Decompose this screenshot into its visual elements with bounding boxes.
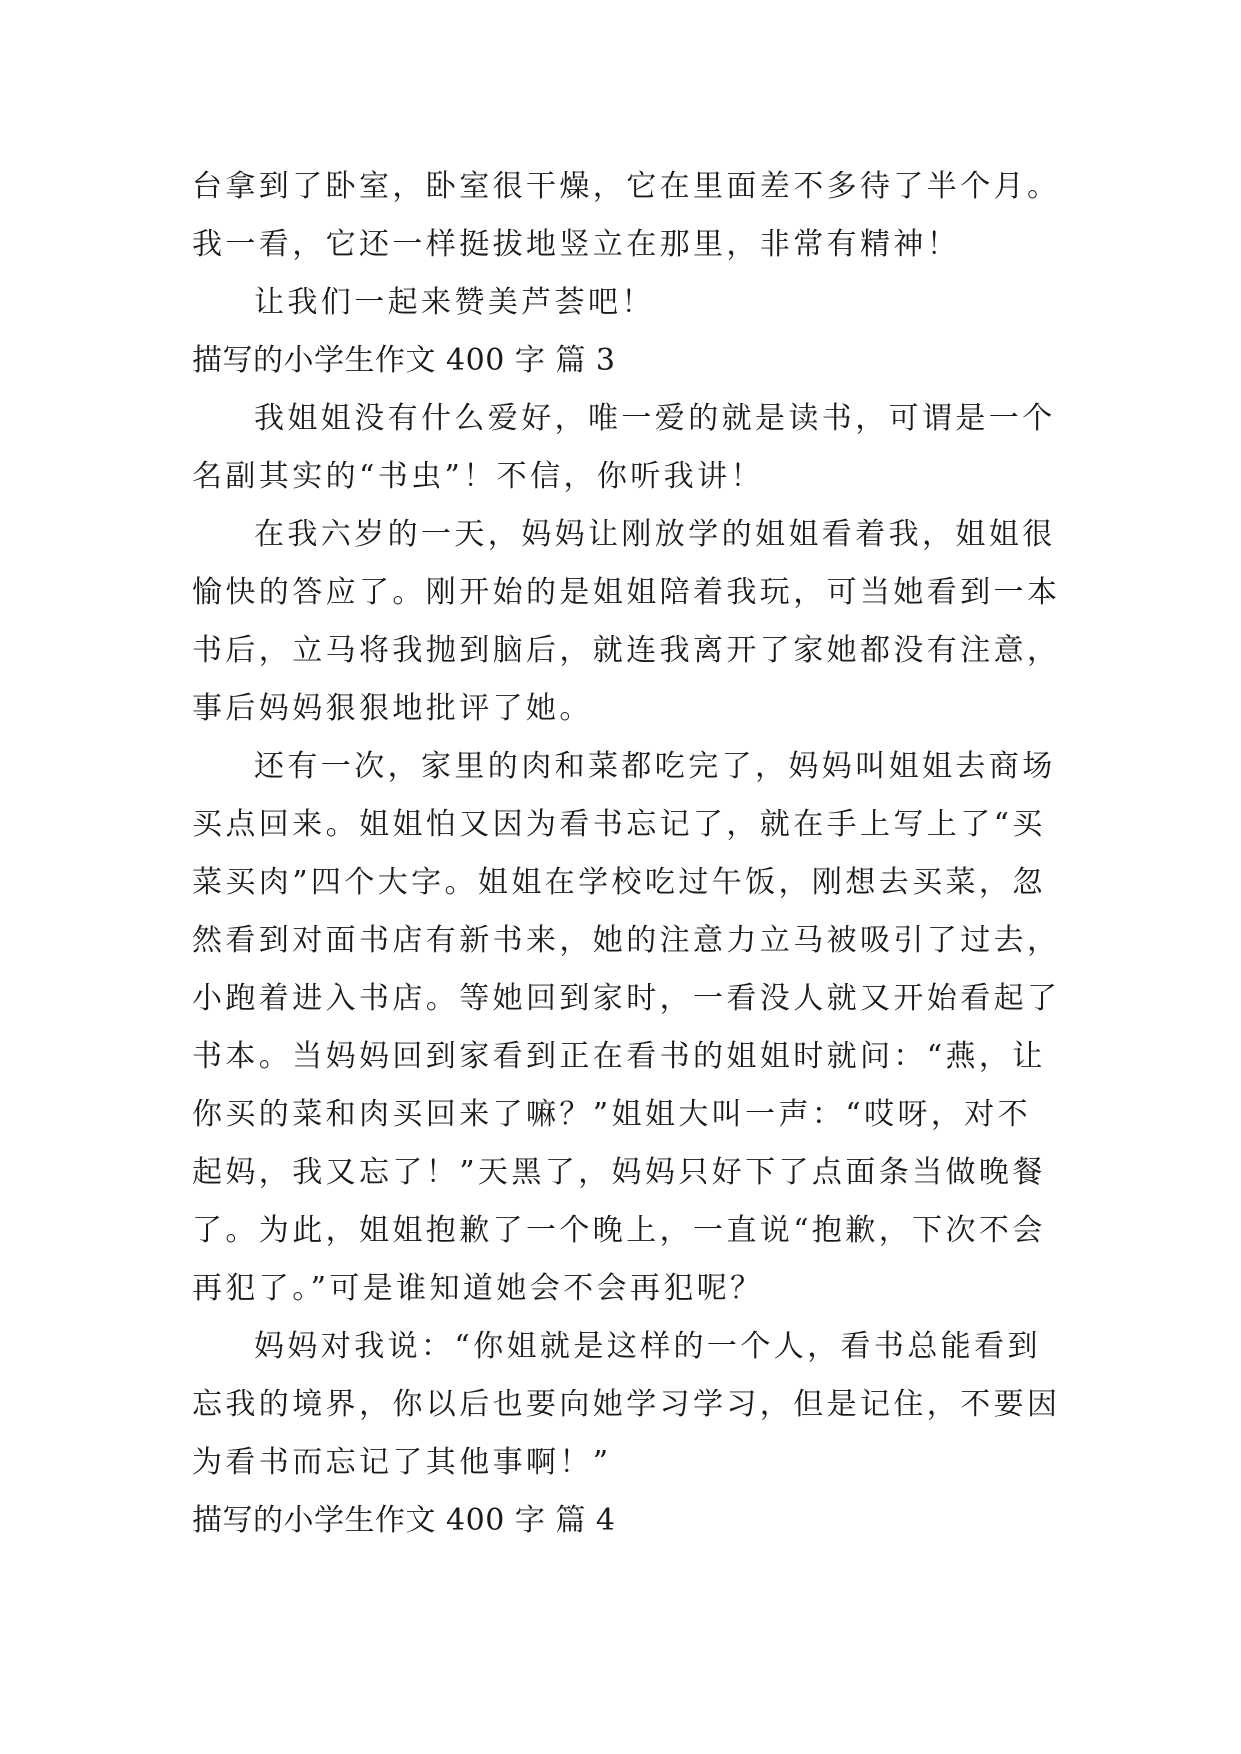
document-body: [192, 158, 1072, 1550]
text-line: 我一看，它还一样挺拔地竖立在那里，非常有精神！: [192, 227, 961, 262]
text-line: 名副其实的“书虫”！不信，你听我讲！: [192, 459, 764, 494]
text-line: 菜买肉”四个大字。姐姐在学校吃过午饭，刚想去买菜，忽: [192, 865, 1046, 900]
section-heading-3: 描写的小学生作文 400 字 篇 3: [192, 343, 616, 378]
text-line: 买点回来。姐姐怕又因为看书忘记了，就在手上写上了“买: [192, 807, 1046, 842]
text-line: 书本。当妈妈回到家看到正在看书的姐姐时就问：“燕，让: [192, 1039, 1046, 1074]
text-line: 你买的菜和肉买回来了嘛？”姐姐大叫一声：“哎呀，对不: [192, 1097, 1032, 1132]
text-line: 事后妈妈狠狠地批评了她。: [192, 691, 593, 726]
text-line: 忘我的境界，你以后也要向她学习学习，但是记住，不要因: [192, 1387, 1061, 1422]
paragraph-start-line: 还有一次，家里的肉和菜都吃完了，妈妈叫姐姐去商场: [254, 749, 1056, 784]
text-line: 再犯了。”可是谁知道她会不会再犯呢？: [192, 1271, 764, 1306]
text-line: 台拿到了卧室，卧室很干燥，它在里面差不多待了半个月。: [192, 169, 1061, 204]
text-line: 然看到对面书店有新书来，她的注意力立马被吸引了过去，: [192, 923, 1061, 958]
text-line: 为看书而忘记了其他事啊！”: [192, 1445, 612, 1480]
paragraph-start-line: 让我们一起来赞美芦荟吧！: [254, 285, 655, 320]
section-heading-4: 描写的小学生作文 400 字 篇 4: [192, 1503, 616, 1538]
text-line: 书后，立马将我抛到脑后，就连我离开了家她都没有注意，: [192, 633, 1061, 668]
text-line: 了。为此，姐姐抱歉了一个晚上，一直说“抱歉，下次不会: [192, 1213, 1046, 1248]
text-line: 小跑着进入书店。等她回到家时，一看没人就又开始看起了: [192, 981, 1061, 1016]
text-line: 起妈，我又忘了！”天黑了，妈妈只好下了点面条当做晚餐: [192, 1155, 1046, 1190]
text-line: 愉快的答应了。刚开始的是姐姐陪着我玩，可当她看到一本: [192, 575, 1061, 610]
paragraph-start-line: 妈妈对我说：“你姐就是这样的一个人，看书总能看到: [254, 1329, 1041, 1364]
paragraph-start-line: 在我六岁的一天，妈妈让刚放学的姐姐看着我，姐姐很: [254, 517, 1056, 552]
paragraph-start-line: 我姐姐没有什么爱好，唯一爱的就是读书，可谓是一个: [254, 401, 1056, 436]
